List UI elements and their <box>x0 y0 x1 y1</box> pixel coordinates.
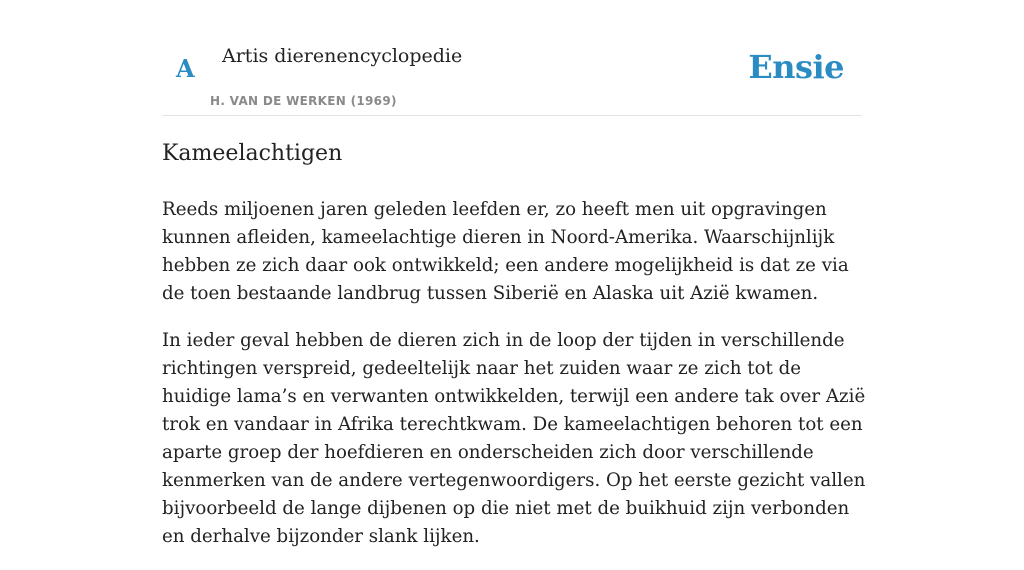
author-year: H. VAN DE WERKEN (1969) <box>210 94 397 108</box>
letter-index-link[interactable]: A <box>176 54 195 83</box>
encyclopedia-header <box>162 0 862 116</box>
entry-content <box>162 138 867 570</box>
entry-title: Kameelachtigen <box>162 141 343 166</box>
book-title[interactable]: Artis dierenencyclopedie <box>222 45 463 67</box>
ensie-logo[interactable]: Ensie <box>748 48 844 86</box>
entry-paragraph-2: In ieder geval hebben de dieren zich in de loop der tijden in verschillende richtingen verspreid, gedeeltelijk naar het zuiden waar ze zich tot de huidige lama’s en verwanten ontwikkelden, terwijl een andere tak over Azië trok en vandaar in Afrika terechtkwam. De kameelachtigen behoren tot een aparte groep der hoefdieren en onderscheiden zich door verschillende kenmerken van de andere vertegenwoordigers. Op het eerste gezicht vallen bijvoorbeeld de lange dijbenen op die niet met de buikhuid zijn verbonden en derhalve bijzonder slank lijken. <box>162 330 866 547</box>
entry-paragraph-1: Reeds miljoenen jaren geleden leefden er, zo heeft men uit opgravingen kunnen afleiden, kameelachtige dieren in Noord-Amerika. Waarschijnlijk hebben ze zich daar ook ontwikkeld; een andere mogelijkheid is dat ze via de toen bestaande landbrug tussen Siberië en Alaska uit Azië kwamen. <box>162 199 849 304</box>
